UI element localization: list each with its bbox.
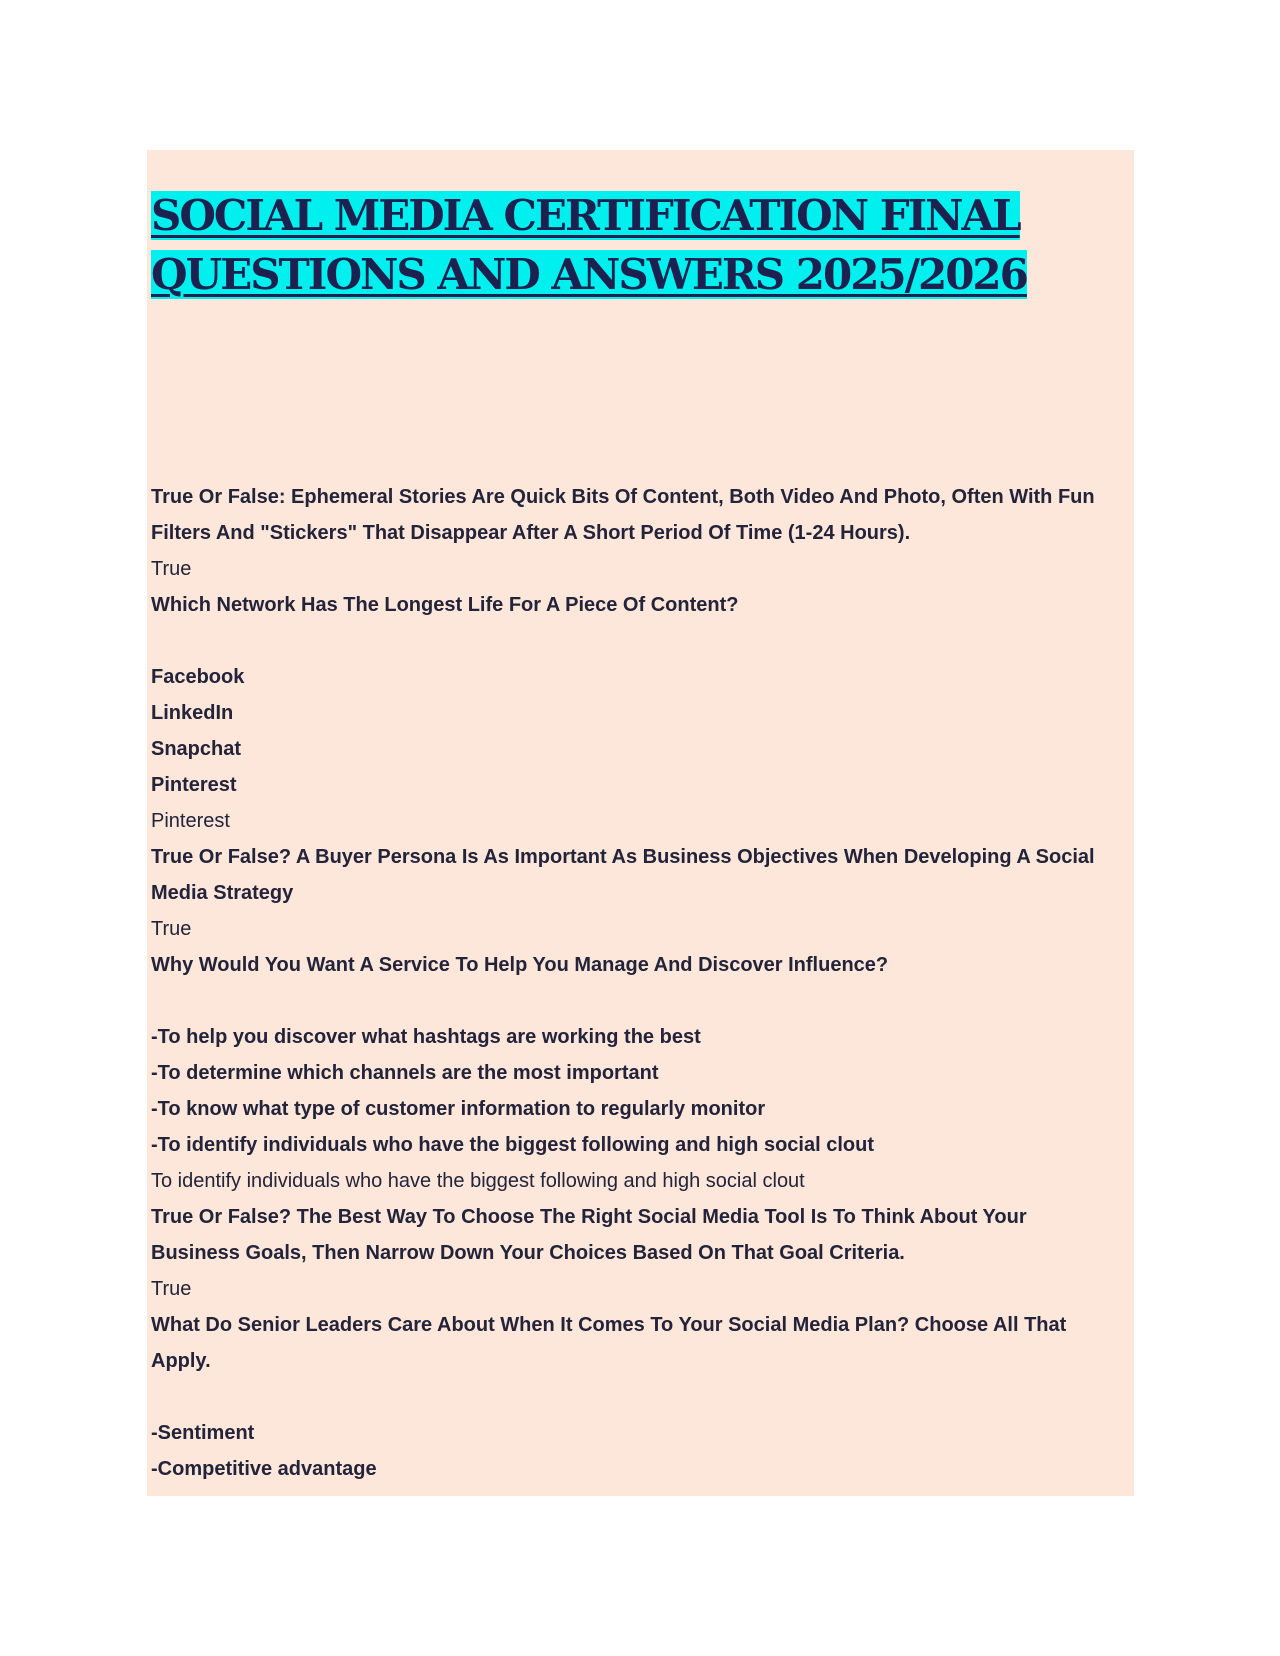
- question-2: Which Network Has The Longest Life For A Piece Of Content?: [151, 594, 739, 616]
- question-5: True Or False? The Best Way To Choose The Right Social Media Tool Is To Think About Your Business Goals, Then Narrow Down Your Choices Based On That Goal Criteria.: [151, 1206, 1027, 1264]
- spacer: [151, 983, 1121, 1019]
- answer-4: To identify individuals who have the biggest following and high social clout: [151, 1170, 805, 1192]
- option: -Competitive advantage: [151, 1458, 377, 1480]
- title-line-2: QUESTIONS AND ANSWERS 2025/2026: [151, 250, 1027, 299]
- option: LinkedIn: [151, 702, 234, 724]
- question-1: True Or False: Ephemeral Stories Are Quick Bits Of Content, Both Video And Photo, Often With Fun Filters And "Stickers" That Disappear After A Short Period Of Time (1-24 Hours).: [151, 486, 1095, 544]
- qa-content: [151, 479, 1121, 1487]
- option: -To help you discover what hashtags are working the best: [151, 1026, 701, 1048]
- option: Facebook: [151, 666, 245, 688]
- question-4: Why Would You Want A Service To Help You Manage And Discover Influence?: [151, 954, 889, 976]
- answer-5: True: [151, 1278, 192, 1300]
- spacer: [151, 623, 1121, 659]
- document-title: [151, 186, 1131, 304]
- question-6: What Do Senior Leaders Care About When It Comes To Your Social Media Plan? Choose All That Apply.: [151, 1314, 1067, 1372]
- option: Pinterest: [151, 774, 237, 796]
- option: -To know what type of customer information to regularly monitor: [151, 1098, 766, 1120]
- option: -To determine which channels are the most important: [151, 1062, 659, 1084]
- answer-1: True: [151, 558, 192, 580]
- answer-2: Pinterest: [151, 810, 230, 832]
- title-line-1: SOCIAL MEDIA CERTIFICATION FINAL: [151, 191, 1020, 240]
- spacer: [151, 1379, 1121, 1415]
- option: Snapchat: [151, 738, 242, 760]
- answer-3: True: [151, 918, 192, 940]
- question-3: True Or False? A Buyer Persona Is As Important As Business Objectives When Developing A Social Media Strategy: [151, 846, 1095, 904]
- option: -To identify individuals who have the biggest following and high social clout: [151, 1134, 874, 1156]
- option: -Sentiment: [151, 1422, 255, 1444]
